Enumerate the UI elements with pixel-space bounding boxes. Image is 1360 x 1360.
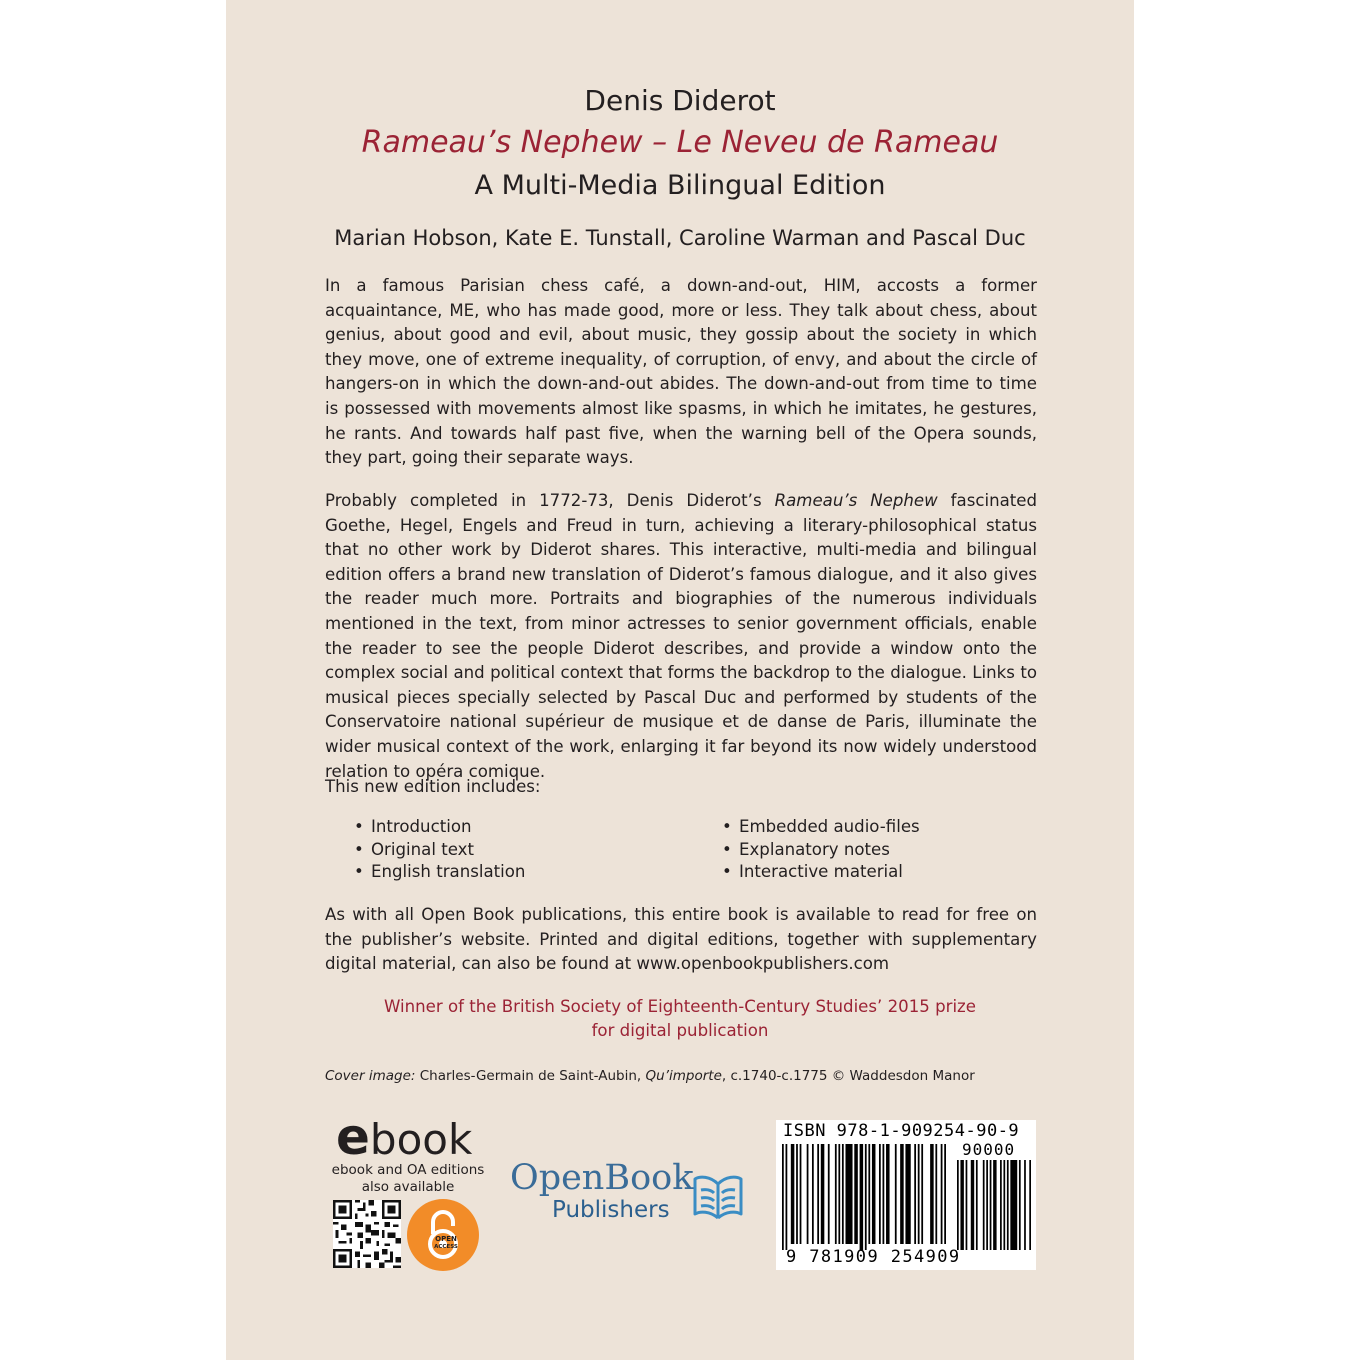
- cover-image-credit: [325, 1066, 1037, 1086]
- open-book-icon: [692, 1166, 744, 1222]
- credit-rest: , c.1740-c.1775 © Waddesdon Manor: [721, 1068, 975, 1084]
- barcode-stripe: [918, 1144, 920, 1244]
- barcode-stripe: [872, 1144, 876, 1244]
- list-item: • Explanatory notes: [722, 839, 920, 862]
- credit-label: Cover image:: [325, 1068, 416, 1084]
- barcode-stripe: [868, 1144, 870, 1244]
- ebook-logo: [336, 1108, 482, 1166]
- list-item: • Embedded audio-files: [722, 816, 920, 839]
- barcode-addon-bars-icon: [957, 1160, 1031, 1250]
- barcode-stripe: [854, 1144, 858, 1244]
- barcode-stripe: [986, 1160, 988, 1250]
- blurb-p2-start: Probably completed in 1772-73, Denis Diderot’s: [325, 491, 775, 510]
- includes-list-right: [722, 816, 920, 884]
- barcode-stripe: [838, 1144, 840, 1244]
- barcode-stripe: [791, 1144, 795, 1244]
- barcode-stripe: [817, 1144, 819, 1244]
- includes-intro: This new edition includes:: [325, 777, 541, 796]
- blurb-paragraph-1: In a famous Parisian chess café, a down-and-out, HIM, accosts a former acquaintance, ME, who has made good, more or less. They talk about chess, about genius, about good and evil, about music, they gossip about the society in which they move, one of extreme inequality, of corruption, of envy, and about the circle of hangers-on in which the down-and-out abides. The down-and-out from time to time is possessed with movements almost like spasms, in which he imitates, he gestures, he rants. And towards half past five, when the warning bell of the Opera sounds, they part, going their separate ways.: [325, 276, 1037, 468]
- barcode-stripe: [930, 1144, 934, 1244]
- barcode-stripe: [828, 1144, 830, 1244]
- barcode-stripe: [786, 1144, 788, 1250]
- barcode-stripe: [865, 1144, 867, 1250]
- barcode-stripe: [821, 1144, 825, 1244]
- list-item: • Introduction: [354, 816, 525, 839]
- includes-list-left: [354, 816, 525, 884]
- list-item: • Original text: [354, 839, 525, 862]
- ebook-logo-text: book: [369, 1115, 473, 1164]
- prize-notice: [226, 995, 1134, 1043]
- oa-label-line-1: OPEN: [435, 1235, 457, 1243]
- barcode-stripe: [957, 1160, 959, 1250]
- barcode-digits: 9 781909 254909: [786, 1247, 961, 1267]
- barcode-stripe: [782, 1144, 784, 1250]
- book-title: Rameau’s Nephew – Le Neveu de Rameau: [361, 125, 999, 160]
- barcode-bars-icon: [782, 1144, 946, 1250]
- barcode-stripe: [879, 1144, 881, 1244]
- barcode-stripe: [905, 1144, 910, 1244]
- barcode-stripe: [845, 1144, 852, 1244]
- barcode-stripe: [796, 1144, 798, 1244]
- barcode-stripe: [941, 1144, 943, 1244]
- contributors: Marian Hobson, Kate E. Tunstall, Caroline Warman and Pascal Duc: [334, 226, 1026, 250]
- barcode-stripe: [812, 1144, 814, 1244]
- barcode-stripe: [842, 1144, 844, 1244]
- barcode-stripe: [935, 1144, 937, 1244]
- barcode-stripe: [1010, 1160, 1017, 1250]
- barcode-stripe: [1003, 1160, 1005, 1250]
- publisher-subtitle: Publishers: [552, 1197, 670, 1223]
- isbn-label: ISBN 978-1-909254-90-9: [783, 1121, 1020, 1141]
- barcode-stripe: [944, 1144, 946, 1244]
- publisher-name: OpenBook: [510, 1158, 694, 1198]
- barcode-stripe: [835, 1144, 837, 1244]
- barcode-stripe: [900, 1144, 904, 1244]
- barcode-stripe: [914, 1144, 916, 1244]
- barcode-stripe: [921, 1144, 923, 1244]
- barcode-stripe: [807, 1144, 809, 1244]
- credit-work: Qu’importe: [645, 1068, 722, 1084]
- list-item: • English translation: [354, 861, 525, 884]
- barcode-stripe: [971, 1160, 974, 1250]
- ebook-note-line-2: also available: [361, 1179, 455, 1195]
- barcode-stripe: [1007, 1160, 1009, 1250]
- barcode-price-code: 90000: [962, 1140, 1016, 1159]
- ebook-note-line-1: ebook and OA editions: [331, 1162, 485, 1178]
- barcode-stripe: [976, 1160, 978, 1250]
- prize-line-1: Winner of the British Society of Eighteenth-Century Studies’ 2015 prize: [384, 997, 976, 1016]
- blurb-paragraph-4: As with all Open Book publications, this entire book is available to read for free on the publisher’s website. Printed and digital editions, together with supplementary digital material, can also be found at www.openbookpublishers.com: [325, 905, 1037, 974]
- author-name: Denis Diderot: [584, 84, 776, 117]
- barcode-stripe: [895, 1144, 897, 1244]
- ebook-logo-e: e: [336, 1108, 370, 1166]
- blurb-p2-rest: fascinated Goethe, Hegel, Engels and Freud in turn, achieving a literary-philosophical status that no other work by Diderot shares. This interactive, multi-media and bilingual edition offers a brand new translation of Diderot’s famous dialogue, and it also gives the reader much more. Portraits and biographies of the numerous individuals mentioned in the text, from minor actresses to senior government officials, enable the reader to see the people Diderot describes, and provide a window onto the complex social and political context that forms the backdrop to the dialogue. Links to musical pieces specially selected by Pascal Duc and performed by students of the Conservatoire national supérieur de musique et de danse de Paris, illuminate the wider musical context of the work, enlarging it far beyond its now widely understood relation to opéra comique.: [325, 491, 1038, 781]
- barcode-stripe: [860, 1144, 864, 1250]
- list-item: • Interactive material: [722, 861, 920, 884]
- barcode-stripe: [1000, 1160, 1002, 1250]
- oa-label-line-2: ACCESS: [434, 1244, 458, 1250]
- barcode-stripe: [886, 1144, 890, 1244]
- qr-code-icon: [333, 1200, 401, 1268]
- barcode-stripe: [1029, 1160, 1031, 1250]
- blurb-paragraph-2: [325, 489, 1037, 784]
- credit-artist: Charles-Germain de Saint-Aubin,: [415, 1068, 646, 1084]
- prize-line-2: for digital publication: [591, 1021, 769, 1040]
- barcode-stripe: [800, 1144, 802, 1244]
- barcode-stripe: [883, 1144, 885, 1244]
- barcode-stripe: [960, 1160, 963, 1250]
- barcode-stripe: [990, 1160, 992, 1250]
- barcode-stripe: [983, 1160, 985, 1250]
- book-subtitle: A Multi-Media Bilingual Edition: [474, 170, 886, 201]
- barcode-stripe: [1024, 1160, 1026, 1250]
- barcode-stripe: [993, 1160, 996, 1250]
- ebook-availability-note: [326, 1162, 490, 1196]
- barcode-stripe: [966, 1160, 968, 1250]
- barcode-stripe: [1019, 1160, 1021, 1250]
- open-access-icon: [406, 1198, 480, 1272]
- blurb-p2-title: Rameau’s Nephew: [774, 491, 938, 510]
